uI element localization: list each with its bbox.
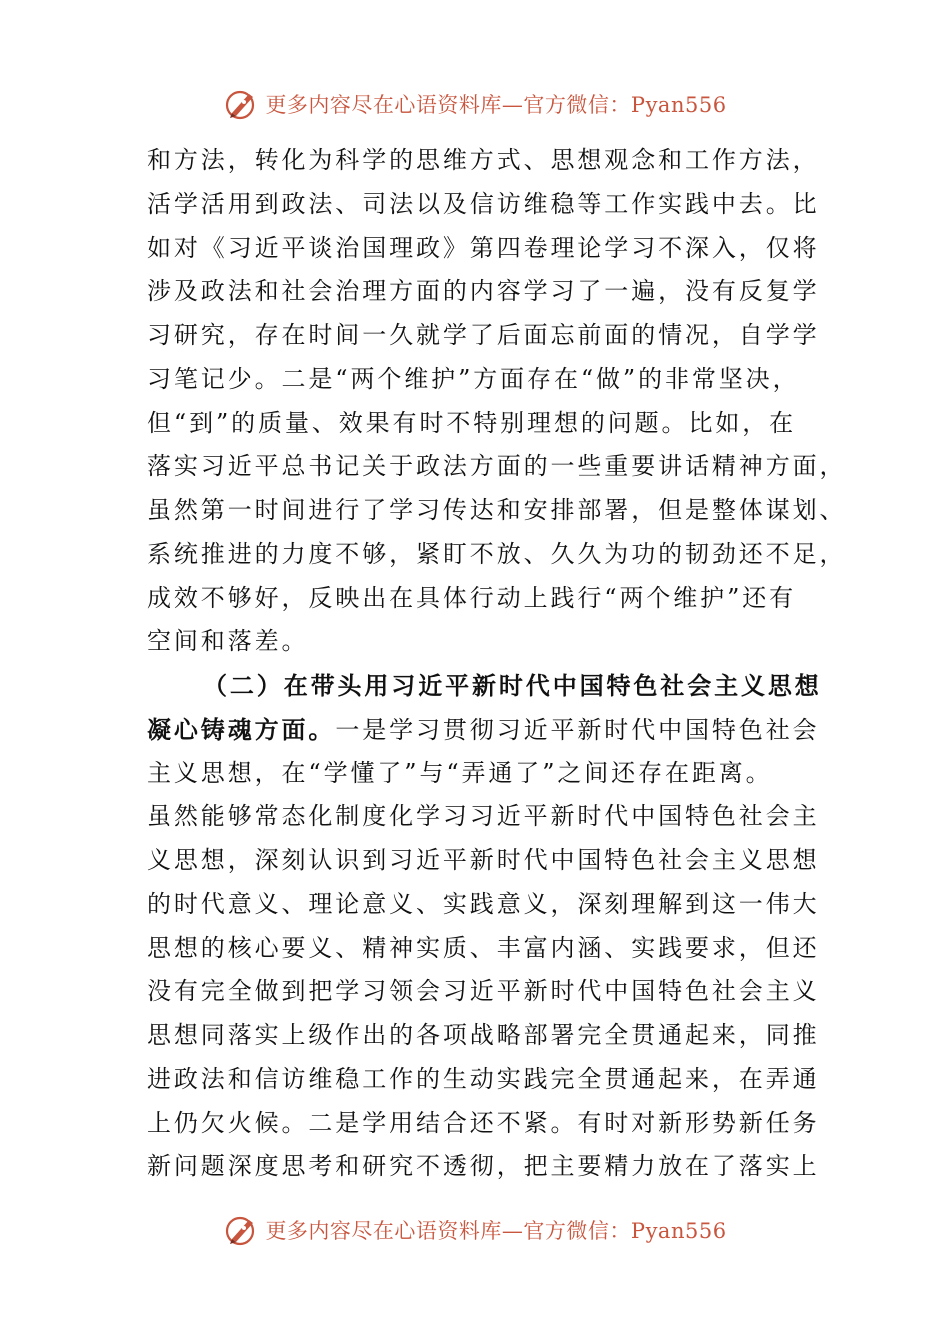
body-text: 没有完全做到把学习领会习近平新时代中国特色社会主义: [147, 977, 820, 1006]
body-text: 义思想，深刻认识到习近平新时代中国特色社会主义思想: [147, 846, 820, 874]
section-heading: （二）在带头用习近平新时代中国特色社会主义思想: [203, 671, 822, 700]
text-line: [147, 927, 820, 971]
text-line: [147, 227, 820, 271]
text-line: [147, 664, 822, 708]
body-text: 和方法，转化为科学的思维方式、思想观念和工作方法，: [147, 146, 820, 174]
watermark-footer: [0, 1208, 950, 1252]
body-text: 思想同落实上级作出的各项战略部署完全贯通起来，同推: [147, 1021, 820, 1049]
body-text: 思想的核心要义、精神实质、丰富内涵、实践要求，但还: [147, 933, 820, 962]
text-line: [147, 708, 820, 752]
text-line: [147, 139, 820, 183]
body-text: 进政法和信访维稳工作的生动实践完全贯通起来，在弄通: [147, 1064, 820, 1093]
text-line: [147, 1145, 820, 1189]
text-line: [147, 270, 820, 314]
body-text: 主义思想，在“学懂了”与“弄通了”之间还存在距离。: [147, 758, 773, 787]
text-line: [147, 577, 797, 621]
section-heading: 凝心铸魂方面。: [147, 714, 336, 744]
body-text: 上仍欠火候。二是学用结合还不紧。有时对新形势新任务: [147, 1108, 820, 1137]
text-line: [147, 314, 820, 358]
text-line: [147, 752, 787, 796]
text-line: [147, 1014, 820, 1058]
body-text: 的时代意义、理论意义、实践意义，深刻理解到这一伟大: [147, 889, 820, 918]
watermark-header: [0, 82, 950, 126]
body-text: 活学活用到政法、司法以及信访维稳等工作实践中去。比: [147, 189, 820, 218]
text-line: [147, 1102, 820, 1146]
body-text: 虽然能够常态化制度化学习习近平新时代中国特色社会主: [147, 802, 820, 831]
body-text: 习笔记少。二是“两个维护”方面存在“做”的非常坚决，: [147, 364, 800, 393]
body-text: 虽然第一时间进行了学习传达和安排部署，但是整体谋划、: [147, 496, 847, 524]
text-line: [147, 358, 800, 402]
body-text: 一是学习贯彻习近平新时代中国特色社会: [335, 715, 820, 744]
body-text: 落实习近平总书记关于政法方面的一些重要讲话精神方面，: [147, 452, 847, 481]
text-line: [147, 402, 797, 446]
body-text: 新问题深度思考和研究不透彻，把主要精力放在了落实上: [147, 1152, 820, 1181]
body-text: 系统推进的力度不够，紧盯不放、久久为功的韧劲还不足，: [147, 539, 847, 568]
text-line: [147, 489, 847, 533]
watermark-text: 更多内容尽在心语资料库—官方微信：Pyan556: [265, 93, 727, 117]
pen-logo-icon: [223, 86, 259, 122]
body-text: 涉及政法和社会治理方面的内容学习了一遍，没有反复学: [147, 277, 820, 306]
text-line: [147, 883, 820, 927]
body-text: 但“到”的质量、效果有时不特别理想的问题。比如，在: [147, 408, 797, 437]
pen-logo-icon: [223, 1212, 259, 1248]
body-text: 成效不够好，反映出在具体行动上践行“两个维护”还有: [147, 583, 797, 612]
text-line: [147, 1058, 820, 1102]
body-text: 习研究，存在时间一久就学了后面忘前面的情况，自学学: [147, 321, 820, 349]
text-line: [147, 839, 820, 883]
text-line: [147, 533, 847, 577]
text-line: [147, 183, 820, 227]
text-line: [147, 795, 820, 839]
body-text: 如对《习近平谈治国理政》第四卷理论学习不深入，仅将: [147, 233, 820, 262]
body-text: 空间和落差。: [147, 627, 309, 656]
watermark-text: 更多内容尽在心语资料库—官方微信：Pyan556: [265, 1219, 727, 1243]
text-line: [147, 970, 820, 1014]
text-line: [147, 445, 847, 489]
document-body: [147, 139, 847, 1189]
text-line: [147, 620, 787, 664]
